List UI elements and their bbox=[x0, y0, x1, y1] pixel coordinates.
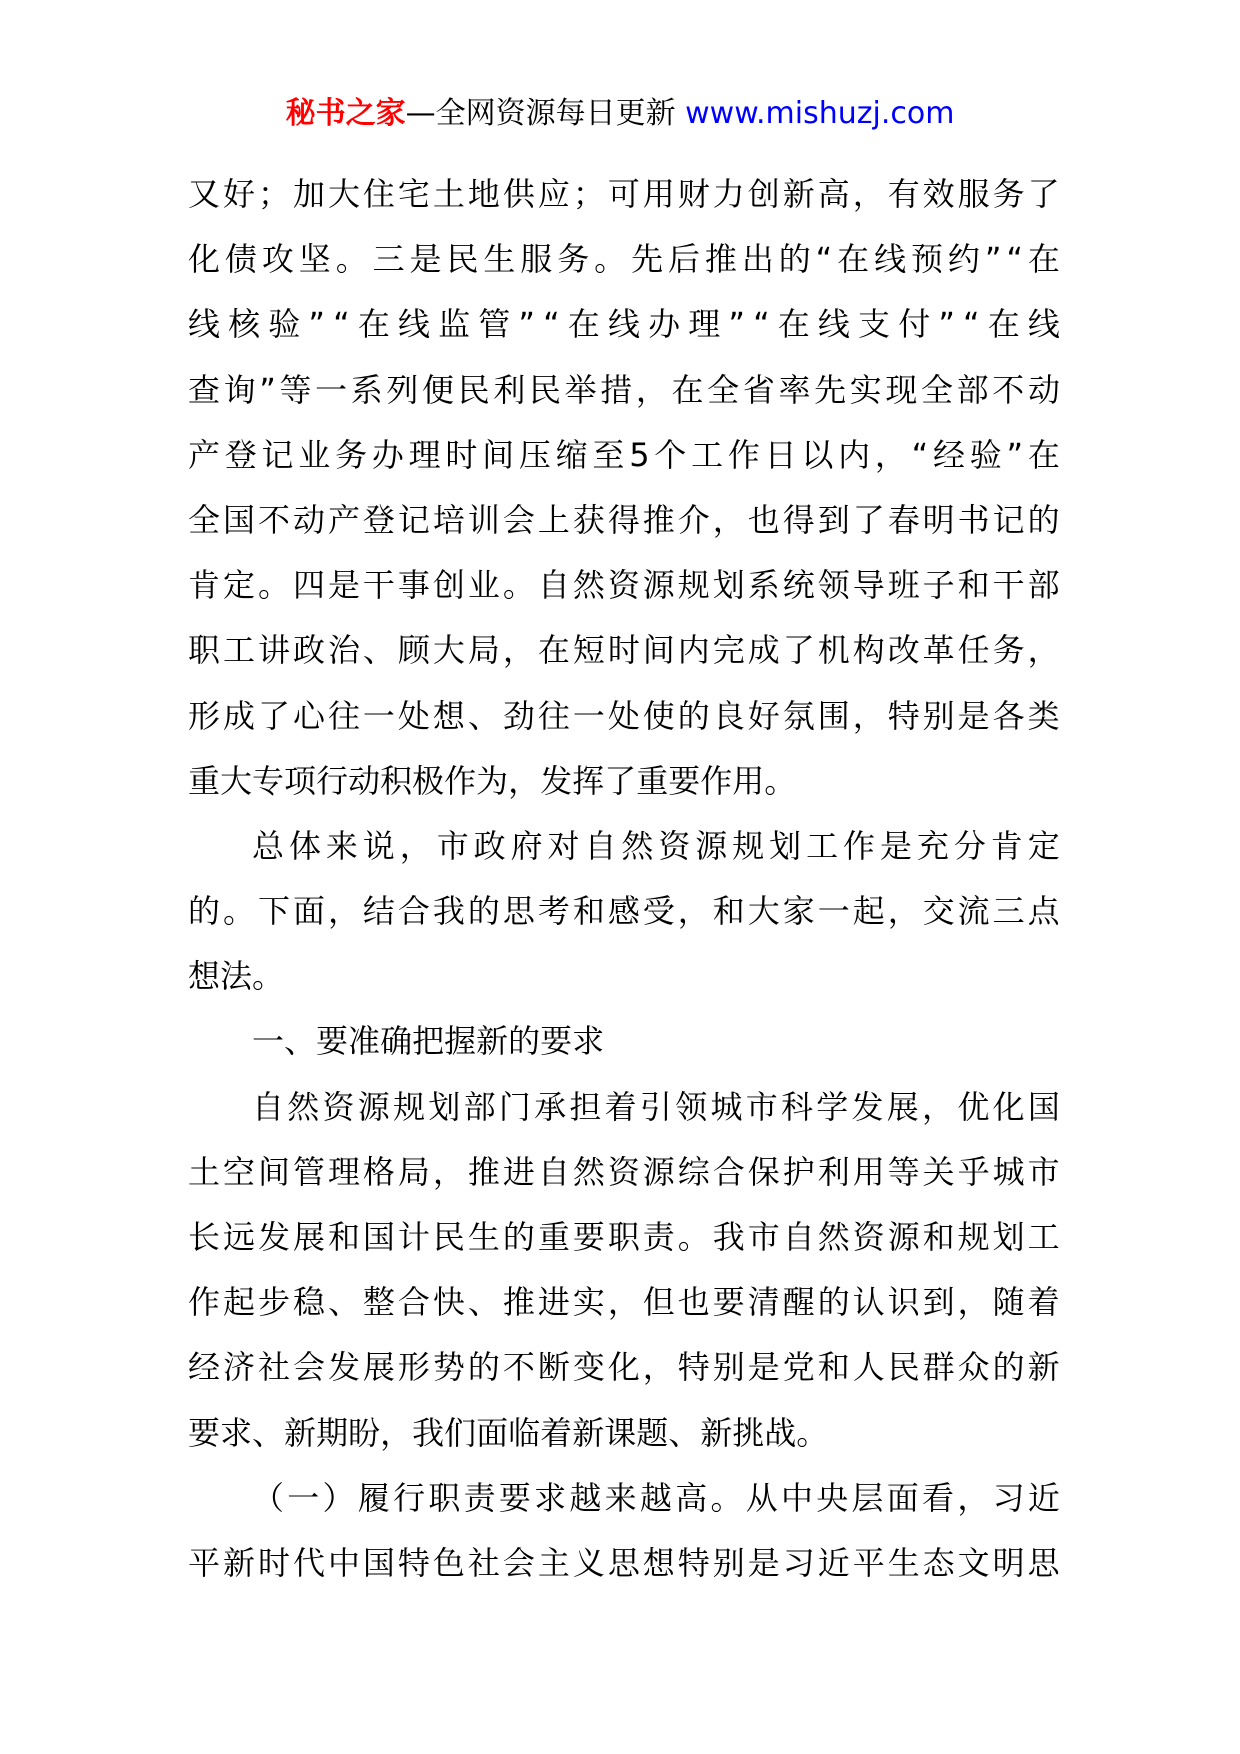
text-line: 产 登 记 业 务 办 理 时 间 压 缩 至 5 个 工 作 日 以 内 ， “ 经 验 ” 在 bbox=[188, 435, 1060, 474]
document-body bbox=[188, 162, 1060, 1596]
text-line: 想 法 。 bbox=[188, 957, 285, 996]
site-header bbox=[0, 94, 1240, 134]
text-line: 化 债 攻 坚 。 三 是 民 生 服 务 。 先 后 推 出 的 “ 在 线 预 约 ” “ 在 bbox=[188, 240, 1060, 279]
text-line: 作 起 步 稳 、 整 合 快 、 推 进 实 ， 但 也 要 清 醒 的 认 识 到 ， 随 着 bbox=[188, 1283, 1060, 1322]
text-line: 又 好 ； 加 大 住 宅 土 地 供 应 ； 可 用 财 力 创 新 高 ， 有 效 服 务 了 bbox=[188, 175, 1060, 213]
text-line: 总 体 来 说 ， 市 政 府 对 自 然 资 源 规 划 工 作 是 充 分 肯 定 bbox=[252, 826, 1060, 865]
text-line: 重 大 专 项 行 动 积 极 作 为 ， 发 挥 了 重 要 作 用 。 bbox=[188, 761, 797, 800]
text-line: 土 空 间 管 理 格 局 ， 推 进 自 然 资 源 综 合 保 护 利 用 等 关 乎 城 市 bbox=[188, 1152, 1060, 1191]
text-line: （ 一 ） 履 行 职 责 要 求 越 来 越 高 。 从 中 央 层 面 看 ， 习 近 bbox=[252, 1478, 1060, 1517]
text-line: 线 核 验 ” “ 在 线 监 管 ” “ 在 线 办 理 ” “ 在 线 支 付 ” “ 在 线 bbox=[188, 305, 1060, 344]
text-line: 长 远 发 展 和 国 计 民 生 的 重 要 职 责 。 我 市 自 然 资 源 和 规 划 工 bbox=[188, 1218, 1060, 1256]
text-line: 要 求 、 新 期 盼 ， 我 们 面 临 着 新 课 题 、 新 挑 战 。 bbox=[188, 1413, 829, 1452]
text-line: 查 询 ” 等 一 系 列 便 民 利 民 举 措 ， 在 全 省 率 先 实 现 全 部 不 动 bbox=[188, 370, 1060, 409]
text-line: 一 、 要 准 确 把 握 新 的 要 求 bbox=[252, 1022, 605, 1061]
site-url-link[interactable]: www.mishuzj.com bbox=[685, 96, 955, 131]
text-line: 的 。 下 面 ， 结 合 我 的 思 考 和 感 受 ， 和 大 家 一 起 ， 交 流 三 点 bbox=[188, 892, 1060, 931]
text-line: 全 国 不 动 产 登 记 培 训 会 上 获 得 推 介 ， 也 得 到 了 春 明 书 记 的 bbox=[188, 500, 1060, 539]
text-line: 职 工 讲 政 治 、 顾 大 局 ， 在 短 时 间 内 完 成 了 机 构 改 革 任 务 ， bbox=[188, 631, 1060, 670]
text-line: 经 济 社 会 发 展 形 势 的 不 断 变 化 ， 特 别 是 党 和 人 民 群 众 的 新 bbox=[188, 1348, 1060, 1387]
text-line: 平 新 时 代 中 国 特 色 社 会 主 义 思 想 特 别 是 习 近 平 生 态 文 明 思 bbox=[188, 1543, 1060, 1582]
site-brand: 秘书之家 bbox=[285, 96, 406, 131]
text-line: 自 然 资 源 规 划 部 门 承 担 着 引 领 城 市 科 学 发 展 ， 优 化 国 bbox=[252, 1087, 1060, 1126]
text-line: 肯 定 。 四 是 干 事 创 业 。 自 然 资 源 规 划 系 统 领 导 班 子 和 干 部 bbox=[188, 566, 1060, 605]
text-line: 形 成 了 心 往 一 处 想 、 劲 往 一 处 使 的 良 好 氛 围 ， 特 别 是 各 类 bbox=[188, 696, 1060, 735]
site-tagline: —全网资源每日更新 bbox=[405, 96, 676, 131]
